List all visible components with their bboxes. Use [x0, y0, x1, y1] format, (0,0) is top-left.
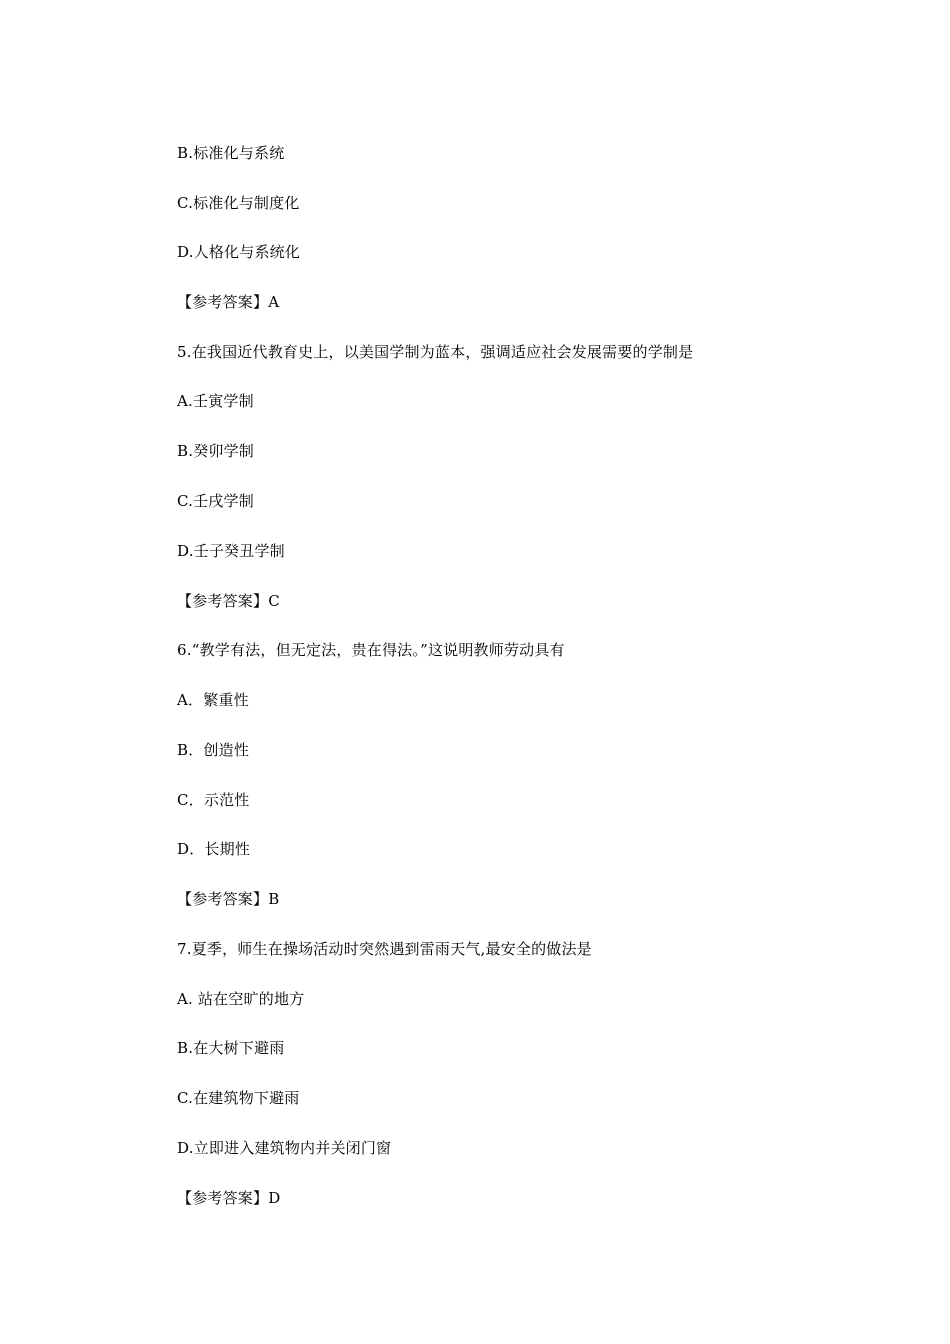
- option-b-q7: B.在大树下避雨: [177, 1039, 285, 1057]
- option-b-q6: B．创造性: [177, 741, 250, 759]
- option-c-q6: C．示范性: [177, 791, 250, 809]
- option-b-q4: B.标准化与系统: [177, 144, 285, 162]
- answer-q4: 【参考答案】A: [177, 293, 280, 311]
- option-a-q7: A. 站在空旷的地方: [177, 990, 305, 1008]
- answer-q7: 【参考答案】D: [177, 1189, 281, 1207]
- option-c-q5: C.壬戌学制: [177, 492, 254, 510]
- option-b-q5: B.癸卯学制: [177, 442, 254, 460]
- answer-q5: 【参考答案】C: [177, 592, 280, 610]
- answer-q6: 【参考答案】B: [177, 890, 280, 908]
- question-7: 7.夏季，师生在操场活动时突然遇到雷雨天气,最安全的做法是: [177, 940, 592, 958]
- option-d-q7: D.立即进入建筑物内并关闭门窗: [177, 1139, 392, 1157]
- option-a-q5: A.壬寅学制: [177, 392, 254, 410]
- option-c-q4: C.标准化与制度化: [177, 194, 300, 212]
- option-a-q6: A．繁重性: [177, 691, 249, 709]
- question-6: 6.“教学有法，但无定法，贵在得法。”这说明教师劳动具有: [177, 641, 565, 659]
- question-5: 5.在我国近代教育史上，以美国学制为蓝本，强调适应社会发展需要的学制是: [177, 343, 694, 361]
- option-d-q6: D．长期性: [177, 840, 251, 858]
- option-d-q5: D.壬子癸丑学制: [177, 542, 285, 560]
- option-c-q7: C.在建筑物下避雨: [177, 1089, 300, 1107]
- option-d-q4: D.人格化与系统化: [177, 243, 301, 261]
